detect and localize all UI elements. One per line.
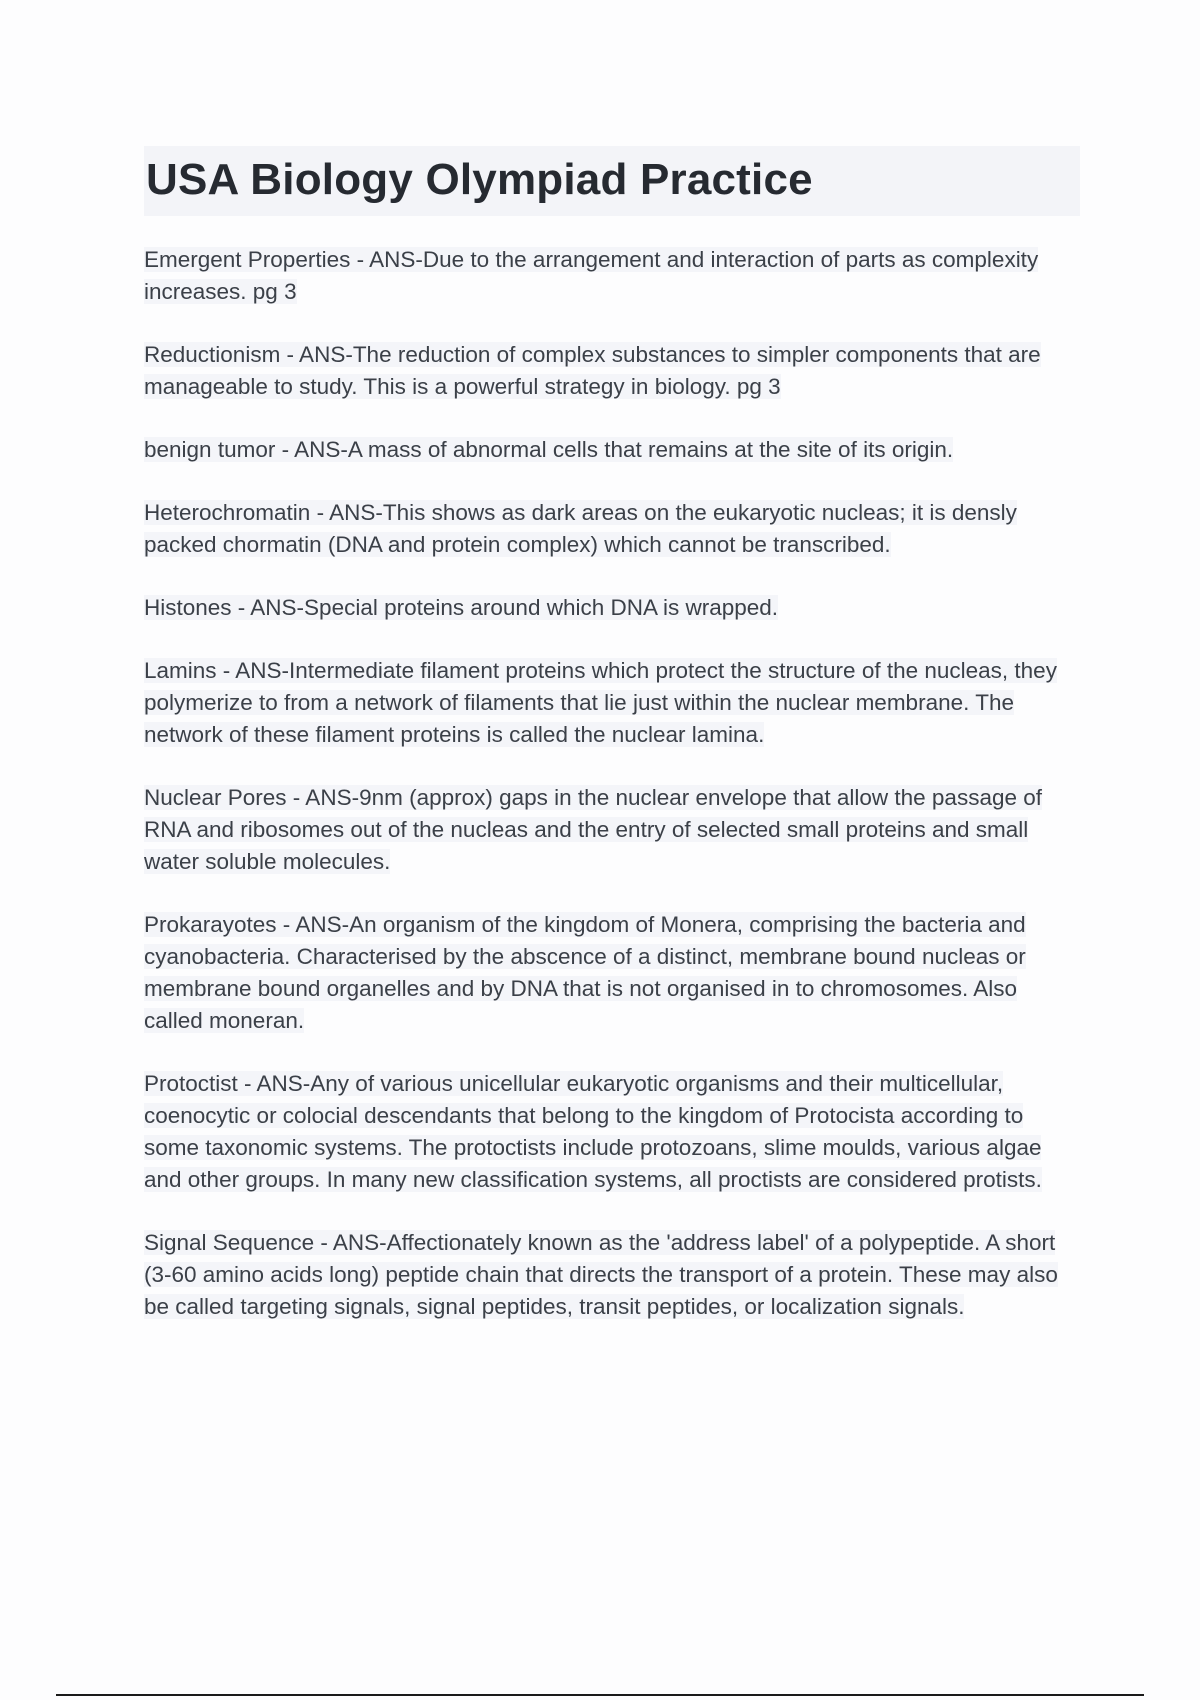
entry-text: Lamins - ANS-Intermediate filament proteins which protect the structure of the nucleas, they polymerize to from a network of filaments that lie just within the nuclear membrane. The network of these filament proteins is called the nuclear lamina. — [144, 658, 1057, 747]
entry-text: Protoctist - ANS-Any of various unicellular eukaryotic organisms and their multicellular, coenocytic or colocial descendants that belong to the kingdom of Protocista according to some taxonomic systems. The protoctists include protozoans, slime moulds, various algae and other groups. In many new classification systems, all proctists are considered protists. — [144, 1071, 1042, 1192]
entry-text: Heterochromatin - ANS-This shows as dark areas on the eukaryotic nucleas; it is densly packed chormatin (DNA and protein complex) which cannot be transcribed. — [144, 500, 1017, 557]
entry-protoctist — [144, 1068, 1080, 1196]
entry-text: benign tumor - ANS-A mass of abnormal cells that remains at the site of its origin. — [144, 437, 954, 462]
entry-text: Signal Sequence - ANS-Affectionately known as the 'address label' of a polypeptide. A short (3-60 amino acids long) peptide chain that directs the transport of a protein. These may also be called targeting signals, signal peptides, transit peptides, or localization signals. — [144, 1230, 1058, 1319]
entry-heterochromatin — [144, 497, 1080, 561]
entry-prokaryotes — [144, 909, 1080, 1037]
entry-text: Reductionism - ANS-The reduction of complex substances to simpler components that are manageable to study. This is a powerful strategy in biology. pg 3 — [144, 342, 1041, 399]
entry-text: Nuclear Pores - ANS-9nm (approx) gaps in the nuclear envelope that allow the passage of RNA and ribosomes out of the nucleas and the entry of selected small proteins and small water soluble molecules. — [144, 785, 1043, 874]
entry-reductionism — [144, 339, 1080, 403]
title-block — [144, 146, 1080, 216]
entry-text: Emergent Properties - ANS-Due to the arrangement and interaction of parts as complexity increases. pg 3 — [144, 247, 1039, 304]
entry-nuclear-pores — [144, 782, 1080, 878]
entry-histones — [144, 592, 1080, 624]
document-title: USA Biology Olympiad Practice — [146, 155, 813, 204]
document-content — [144, 146, 1080, 1354]
footer-divider — [56, 1694, 1144, 1696]
entry-text: Histones - ANS-Special proteins around which DNA is wrapped. — [144, 595, 779, 620]
entry-emergent-properties — [144, 244, 1080, 308]
entry-lamins — [144, 655, 1080, 751]
entry-benign-tumor — [144, 434, 1080, 466]
entry-text: Prokarayotes - ANS-An organism of the kingdom of Monera, comprising the bacteria and cyanobacteria. Characterised by the abscence of a distinct, membrane bound nucleas or membrane bound organelles and by DNA that is not organised in to chromosomes. Also called moneran. — [144, 912, 1026, 1033]
entry-signal-sequence — [144, 1227, 1080, 1323]
